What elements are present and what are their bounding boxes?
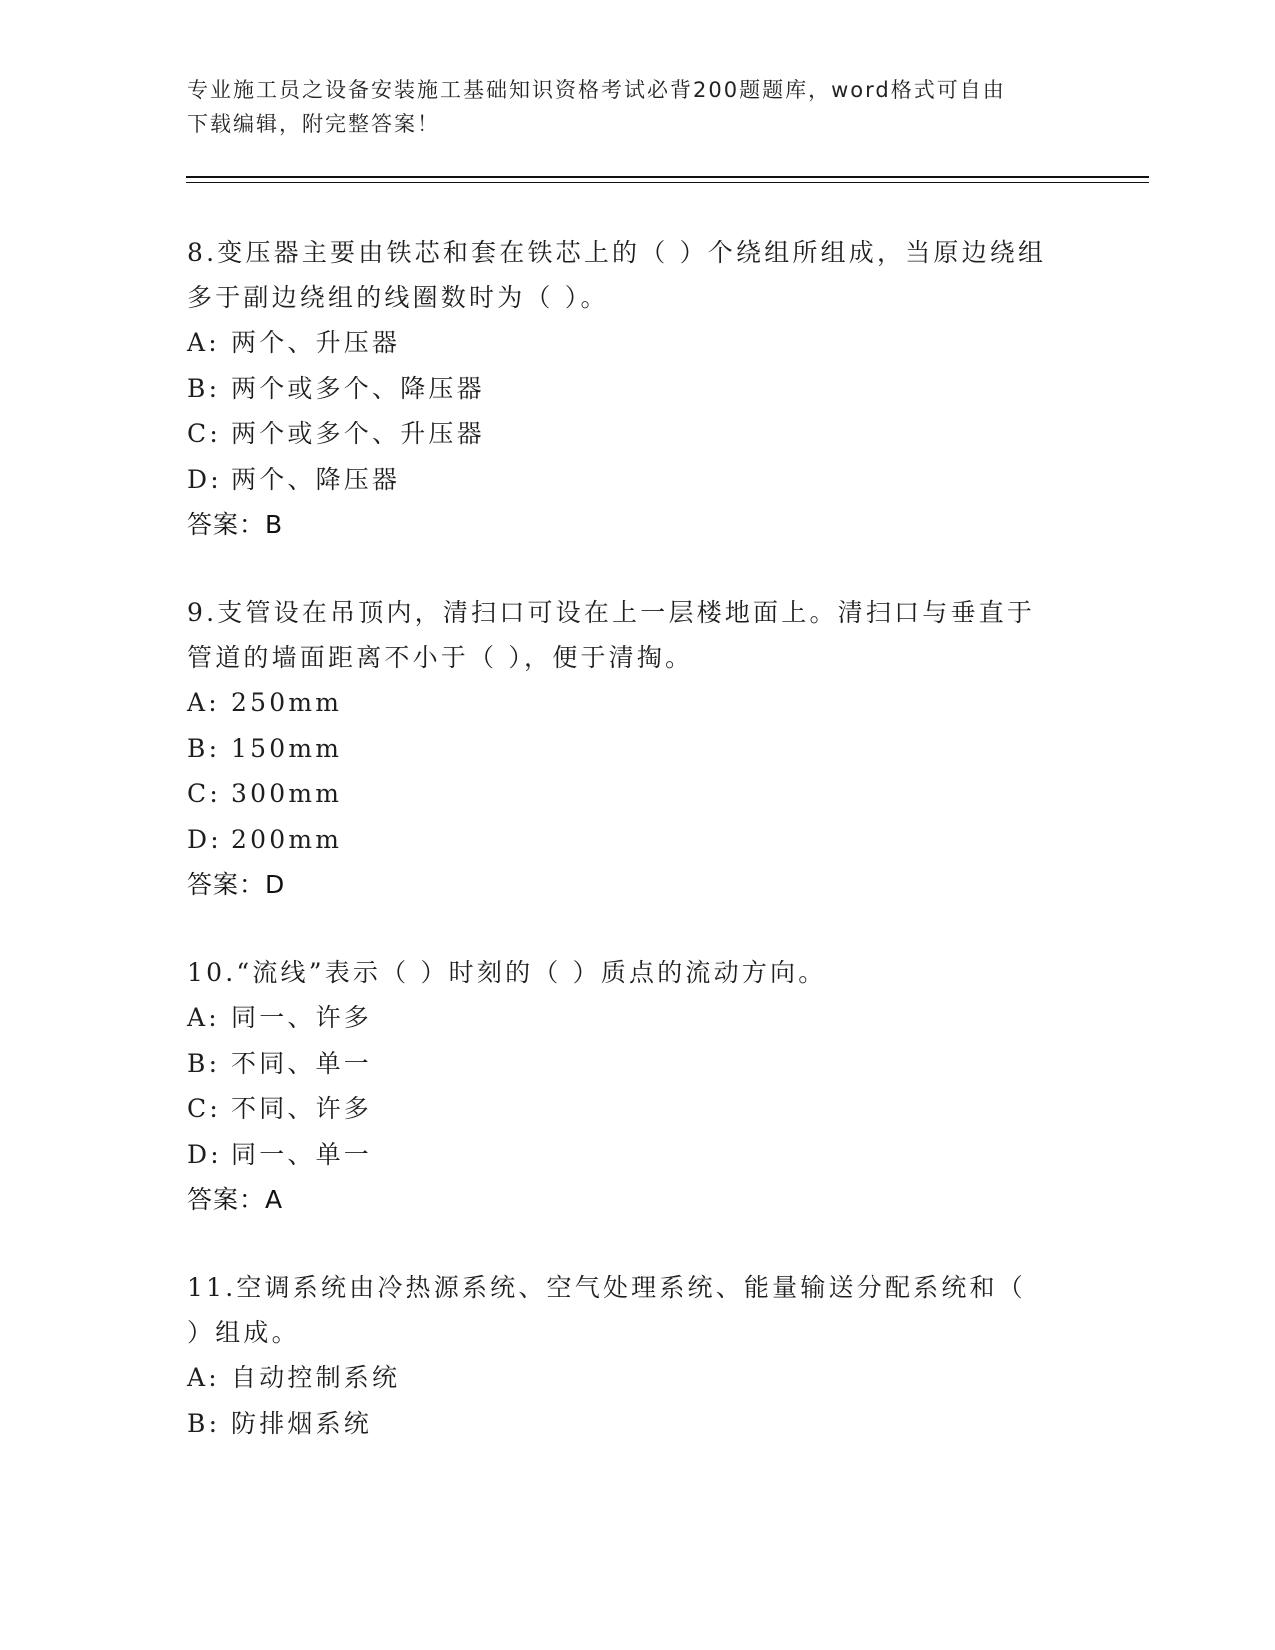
option-b <box>187 1041 1087 1087</box>
option-key: A: <box>187 688 220 717</box>
question-stem <box>187 1265 1087 1355</box>
option-key: C: <box>187 1094 221 1123</box>
option-c <box>187 771 1087 817</box>
question-9 <box>187 590 1087 908</box>
question-stem <box>187 590 1087 680</box>
question-11 <box>187 1265 1087 1446</box>
question-stem-line: 11.空调系统由冷热源系统、空气处理系统、能量输送分配系统和（ <box>187 1273 1026 1302</box>
option-key: B: <box>187 1408 221 1438</box>
question-stem-line: 8.变压器主要由铁芯和套在铁芯上的（ ）个绕组所组成，当原边绕组 <box>187 238 1047 267</box>
option-b <box>187 726 1087 772</box>
option-text: 不同、单一 <box>231 1048 373 1078</box>
option-key: C: <box>187 419 221 448</box>
option-key: A: <box>187 1363 220 1392</box>
option-key: A: <box>187 328 220 357</box>
option-list <box>187 320 1087 502</box>
option-key: D: <box>187 464 222 494</box>
option-text: 同一、单一 <box>231 1139 373 1169</box>
option-text: 300mm <box>231 779 343 808</box>
answer-line: 答案：D <box>187 870 286 899</box>
option-key: D: <box>187 1139 222 1169</box>
option-d <box>187 1132 1087 1178</box>
header-line-1: 专业施工员之设备安装施工基础知识资格考试必背200题题库，word格式可自由 <box>187 78 1006 102</box>
option-key: D: <box>187 824 222 854</box>
question-stem-line: 多于副边绕组的线圈数时为（ ）。 <box>187 283 609 312</box>
option-key: B: <box>187 1048 221 1078</box>
option-text: 150mm <box>231 733 343 763</box>
option-text: 200mm <box>231 824 343 854</box>
option-key: C: <box>187 779 221 808</box>
option-d <box>187 457 1087 503</box>
header-line-2: 下载编辑，附完整答案！ <box>187 112 440 136</box>
question-stem-line: 10.“流线”表示（ ）时刻的（ ）质点的流动方向。 <box>187 958 827 987</box>
option-key: B: <box>187 373 221 403</box>
question-stem-line: 9.支管设在吊顶内，清扫口可设在上一层楼地面上。清扫口与垂直于 <box>187 598 1036 627</box>
answer-line: 答案：B <box>187 510 284 539</box>
question-stem <box>187 950 1087 995</box>
question-stem <box>187 230 1087 320</box>
option-text: 两个、升压器 <box>231 328 401 357</box>
option-key: A: <box>187 1003 220 1032</box>
question-10 <box>187 950 1087 1223</box>
option-text: 两个或多个、升压器 <box>231 419 485 448</box>
option-text: 两个、降压器 <box>231 464 401 494</box>
option-text: 250mm <box>231 688 343 717</box>
option-text: 两个或多个、降压器 <box>231 373 485 403</box>
option-b <box>187 366 1087 412</box>
option-text: 同一、许多 <box>231 1003 373 1032</box>
document-header <box>187 73 1087 141</box>
option-text: 防排烟系统 <box>231 1408 373 1438</box>
option-a <box>187 680 1087 726</box>
option-list <box>187 680 1087 862</box>
option-key: B: <box>187 733 221 763</box>
option-c <box>187 411 1087 457</box>
option-a <box>187 320 1087 366</box>
option-text: 不同、许多 <box>231 1094 373 1123</box>
question-stem-line: ）组成。 <box>187 1318 300 1347</box>
header-divider-thick <box>186 176 1149 178</box>
option-list <box>187 1355 1087 1446</box>
option-c <box>187 1086 1087 1132</box>
header-divider-thin <box>186 182 1149 183</box>
question-8 <box>187 230 1087 548</box>
option-a <box>187 1355 1087 1401</box>
option-text: 自动控制系统 <box>231 1363 401 1392</box>
answer-line: 答案：A <box>187 1185 284 1214</box>
option-b <box>187 1401 1087 1447</box>
option-d <box>187 817 1087 863</box>
question-stem-line: 管道的墙面距离不小于（ ），便于清掏。 <box>187 643 694 672</box>
option-a <box>187 995 1087 1041</box>
option-list <box>187 995 1087 1177</box>
